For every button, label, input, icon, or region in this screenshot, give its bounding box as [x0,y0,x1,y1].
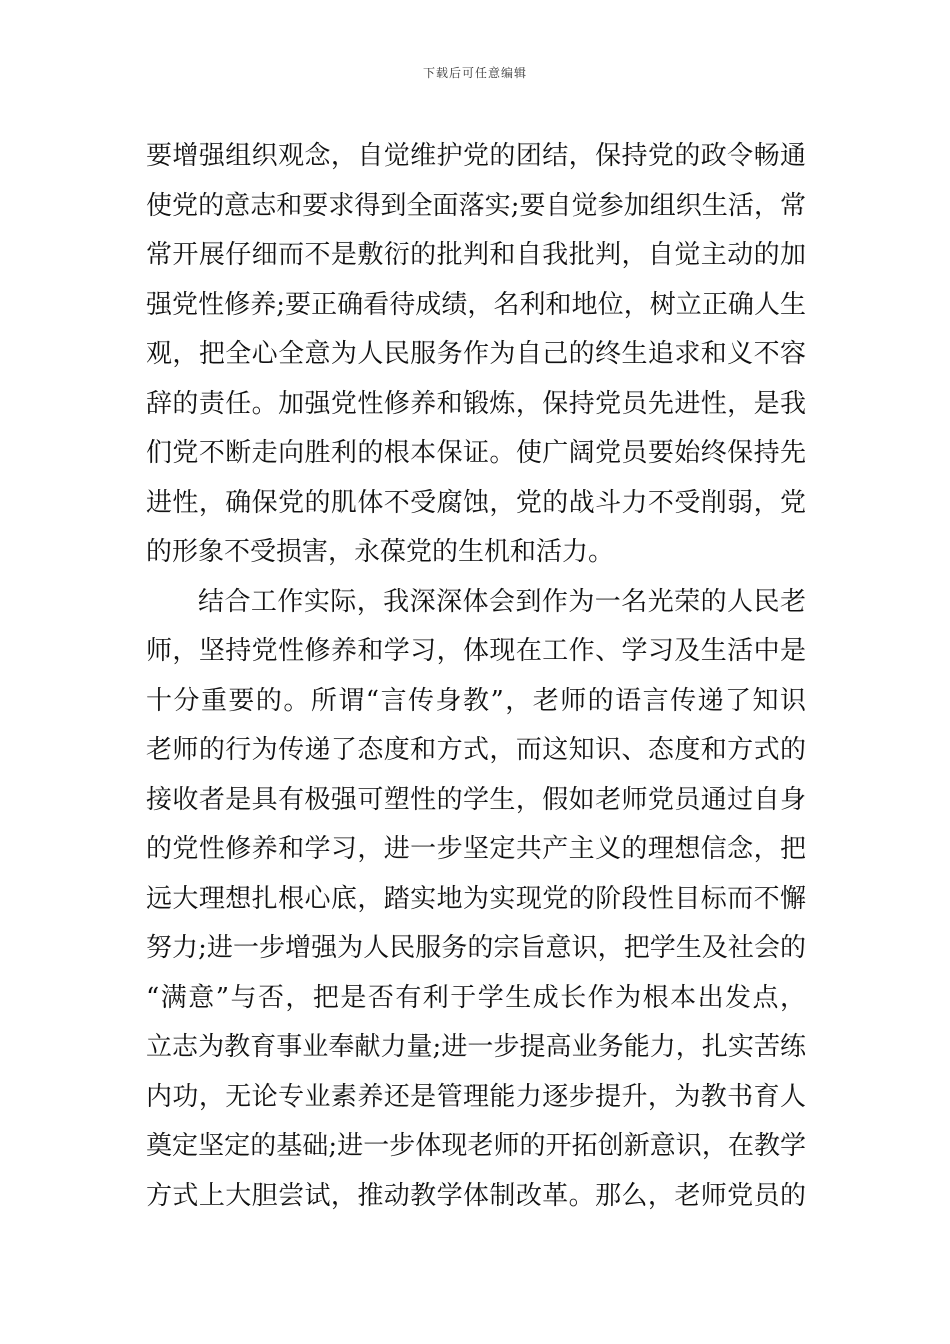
text-line: 接收者是具有极强可塑性的学生，假如老师党员通过自身 [146,784,806,815]
text-line: 的党性修养和学习，进一步坚定共产主义的理想信念，把 [146,834,806,864]
text-line: 老师的行为传递了态度和方式，而这知识、态度和方式的 [146,735,806,765]
text-line: 们党不断走向胜利的根本保证。使广阔党员要始终保持先 [146,438,806,468]
text-line-paragraph-end: 的形象不受损害，永葆党的生机和活力。 [146,537,615,567]
text-line: 奠定坚定的基础;进一步体现老师的开拓创新意识，在教学 [146,1131,806,1161]
text-line: 远大理想扎根心底，踏实地为实现党的阶段性目标而不懈 [146,883,806,914]
text-line: 立志为教育事业奉献力量;进一步提高业务能力，扎实苦练 [146,1032,806,1062]
text-line: 十分重要的。所谓“言传身教”，老师的语言传递了知识 [146,685,806,716]
text-line: 观，把全心全意为人民服务作为自己的终生追求和义不容 [146,339,806,369]
text-line-paragraph-start: 结合工作实际，我深深体会到作为一名光荣的人民老 [198,586,806,617]
text-line: 常开展仔细而不是敷衍的批判和自我批判，自觉主动的加 [146,240,806,270]
text-line: 辞的责任。加强党性修养和锻炼，保持党员先进性，是我 [146,388,806,419]
text-line: 强党性修养;要正确看待成绩，名利和地位，树立正确人生 [146,289,806,320]
page-header-note: 下载后可任意编辑 [422,66,527,80]
text-line: 内功，无论专业素养还是管理能力逐步提升，为教书育人 [146,1081,806,1112]
text-line: “满意”与否，把是否有利于学生成长作为根本出发点， [146,982,806,1013]
text-line: 进性，确保党的肌体不受腐蚀，党的战斗力不受削弱，党 [146,487,806,518]
text-line: 师，坚持党性修养和学习，体现在工作、学习及生活中是 [146,636,806,666]
text-line: 使党的意志和要求得到全面落实;要自觉参加组织生活，常 [146,190,806,221]
text-line: 努力;进一步增强为人民服务的宗旨意识，把学生及社会的 [146,933,806,963]
document-body [146,132,806,1221]
text-line: 方式上大胆尝试，推动教学体制改革。那么，老师党员的 [146,1180,806,1211]
text-line: 要增强组织观念，自觉维护党的团结，保持党的政令畅通 [146,141,806,171]
